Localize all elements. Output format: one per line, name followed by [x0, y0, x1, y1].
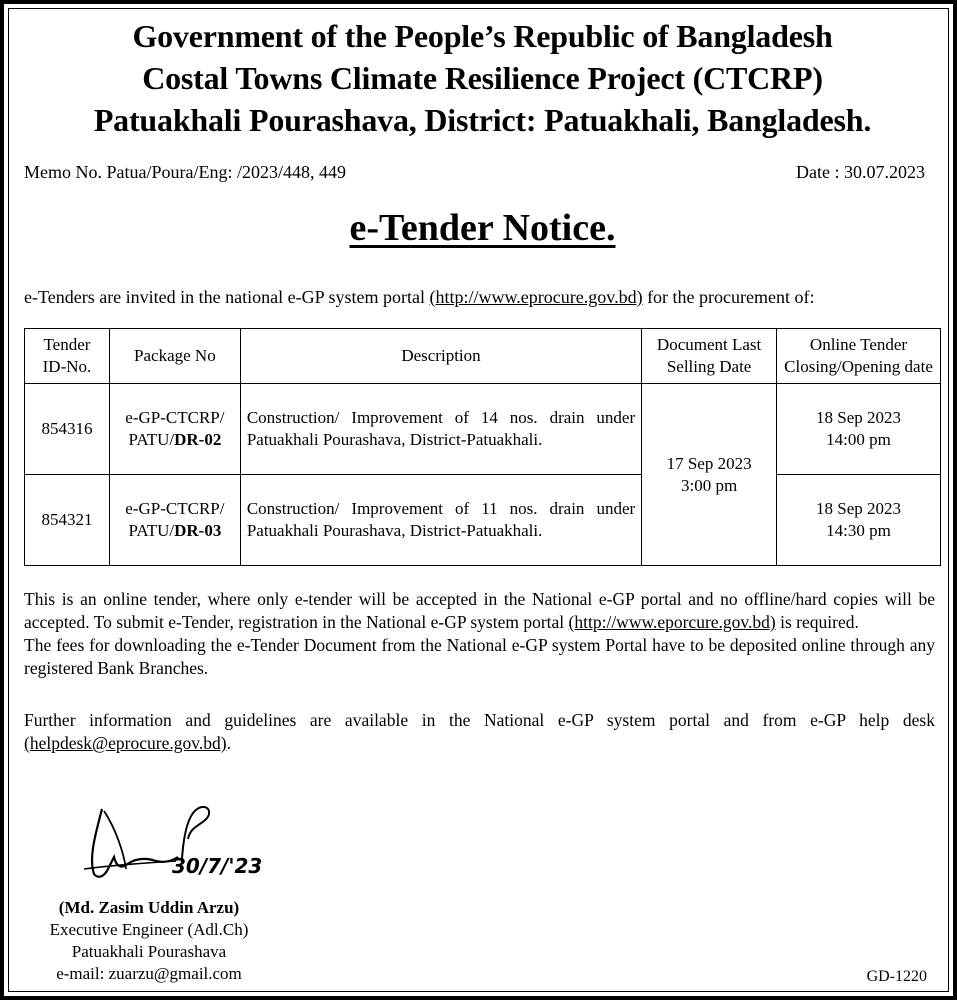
gd-code: GD-1220: [866, 968, 927, 985]
closing-date: 18 Sep 2023 14:00 pm: [777, 384, 941, 475]
signatory-office: Patuakhali Pourashava: [71, 942, 227, 961]
signatory-email: e-mail: zuarzu@gmail.com: [56, 964, 242, 983]
notice-title-text: e-Tender Notice.: [349, 207, 616, 249]
description: Construction/ Improvement of 14 nos. drain under Patuakhali Pourashava, District-Patuakhali.: [240, 384, 641, 475]
paragraph-online-tender: This is an online tender, where only e-tender will be accepted in the National e-GP portal and no offline/hard copies will be accepted. To submit e-Tender, registration in the National e-GP system portal (http://www.eporcure.gov.bd) is required. The fees for downloading the e-Tender Document from the National e-GP system Portal have to be deposited online through any registered Bank Branches.: [24, 589, 935, 678]
table-row: [25, 475, 941, 566]
closing-date: 18 Sep 2023 14:30 pm: [777, 475, 941, 566]
header-office: Patuakhali Pourashava, District: Patuakhali, Bangladesh.: [93, 102, 872, 138]
header-closing-date: Online Tender Closing/Opening date: [777, 329, 941, 384]
header-package: Package No: [109, 329, 240, 384]
header-government: Government of the People’s Republic of Bangladesh: [132, 18, 833, 54]
intro-after: for the procurement of:: [642, 287, 815, 307]
package-no: e-GP-CTCRP/ PATU/DR-03: [109, 475, 240, 566]
package-no: e-GP-CTCRP/ PATU/DR-02: [109, 384, 240, 475]
signatory-designation: Executive Engineer (Adl.Ch): [49, 920, 249, 939]
doc-last-selling-date: 17 Sep 2023 3:00 pm: [642, 384, 777, 566]
header-doc-date: Document Last Selling Date: [642, 329, 777, 384]
description: Construction/ Improvement of 11 nos. drain under Patuakhali Pourashava, District-Patuakhali.: [240, 475, 641, 566]
memo-date: Date : 30.07.2023: [796, 162, 925, 182]
signatory-block: [34, 897, 264, 985]
intro-before: e-Tenders are invited in the national e-GP system portal: [24, 287, 430, 307]
paragraph-fees: The fees for downloading the e-Tender Document from the National e-GP system Portal have to be deposited online through any registered Bank Branches.: [24, 635, 935, 678]
paragraph-further-info: Further information and guidelines are available in the National e-GP system portal and from e-GP help desk (helpdesk@eprocure.gov.bd).: [24, 710, 935, 753]
tender-id: 854321: [25, 475, 110, 566]
eprocure-link[interactable]: (http://www.eprocure.gov.bd): [429, 287, 643, 307]
signature-date: 30/7/'23: [172, 854, 263, 878]
table-row: [25, 384, 941, 475]
intro-text: [24, 287, 815, 308]
tender-table: [24, 328, 941, 566]
eporcure-link[interactable]: (http://www.eporcure.gov.bd): [568, 612, 776, 632]
signatory-name: (Md. Zasim Uddin Arzu): [58, 898, 240, 917]
helpdesk-link[interactable]: (helpdesk@eprocure.gov.bd): [24, 733, 227, 753]
notice-title: [4, 206, 957, 250]
tender-id: 854316: [25, 384, 110, 475]
handwritten-signature: [64, 799, 304, 884]
header-tender-id: Tender ID-No.: [25, 329, 110, 384]
header-description: Description: [240, 329, 641, 384]
table-header-row: [25, 329, 941, 384]
memo-number: Memo No. Patua/Poura/Eng: /2023/448, 449: [24, 162, 346, 182]
header-project: Costal Towns Climate Resilience Project (CTCRP): [142, 60, 823, 96]
